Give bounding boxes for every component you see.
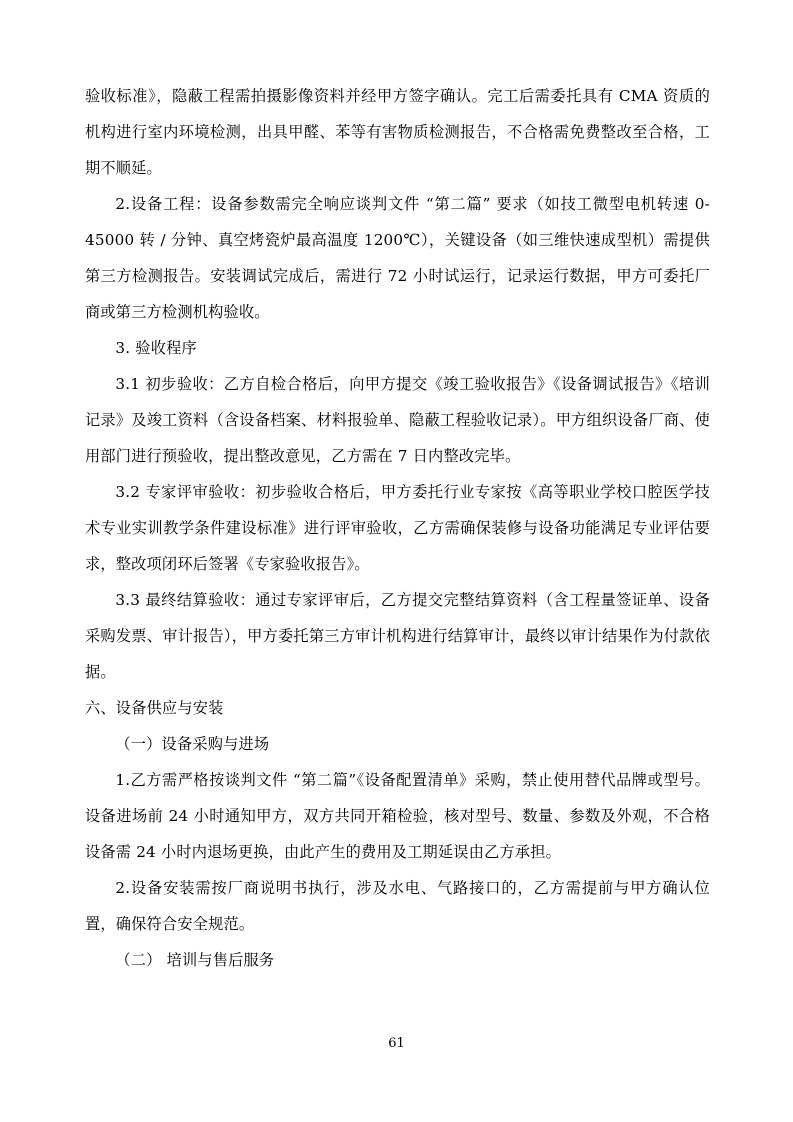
paragraph: 3.2 专家评审验收：初步验收合格后，甲方委托行业专家按《高等职业学校口腔医学技术专业实训教学条件建设标准》进行评审验收，乙方需确保装修与设备功能满足专业评估要求，整改项闭环后签署《专家验收报告》。 bbox=[85, 483, 710, 573]
page-number: 61 bbox=[388, 1036, 405, 1051]
section-heading: 六、设备供应与安装 bbox=[85, 699, 224, 717]
paragraph: 3.1 初步验收：乙方自检合格后，向甲方提交《竣工验收报告》《设备调试报告》《培训记录》及竣工资料（含设备档案、材料报验单、隐蔽工程验收记录）。甲方组织设备厂商、使用部门进行预验收，提出整改意见，乙方需在 7 日内整改完毕。 bbox=[85, 375, 710, 465]
subsection-heading: （一）设备采购与进场 bbox=[115, 735, 270, 753]
paragraph: 2.设备安装需按厂商说明书执行，涉及水电、气路接口的，乙方需提前与甲方确认位置，确保符合安全规范。 bbox=[85, 879, 710, 933]
paragraph: 2.设备工程：设备参数需完全响应谈判文件 “第二篇” 要求（如技工微型电机转速 0-45000 转 / 分钟、真空烤瓷炉最高温度 1200℃），关键设备（如三维快速成型机）需提供第三方检测报告。安装调试完成后，需进行 72 小时试运行，记录运行数据，甲方可委托厂商或第三方检测机构验收。 bbox=[85, 195, 710, 321]
paragraph: 1.乙方需严格按谈判文件 “第二篇”《设备配置清单》采购，禁止使用替代品牌或型号。设备进场前 24 小时通知甲方，双方共同开箱检验，核对型号、数量、参数及外观，不合格设备需 24 小时内退场更换，由此产生的费用及工期延误由乙方承担。 bbox=[85, 771, 710, 861]
paragraph: 3. 验收程序 bbox=[115, 339, 197, 357]
page-content bbox=[85, 78, 710, 978]
paragraph: 验收标准》，隐蔽工程需拍摄影像资料并经甲方签字确认。完工后需委托具有 CMA 资质的机构进行室内环境检测，出具甲醛、苯等有害物质检测报告，不合格需免费整改至合格，工期不顺延。 bbox=[85, 87, 710, 177]
paragraph: 3.3 最终结算验收：通过专家评审后，乙方提交完整结算资料（含工程量签证单、设备采购发票、审计报告），甲方委托第三方审计机构进行结算审计，最终以审计结果作为付款依据。 bbox=[85, 591, 710, 681]
subsection-heading: （二） 培训与售后服务 bbox=[115, 951, 275, 969]
